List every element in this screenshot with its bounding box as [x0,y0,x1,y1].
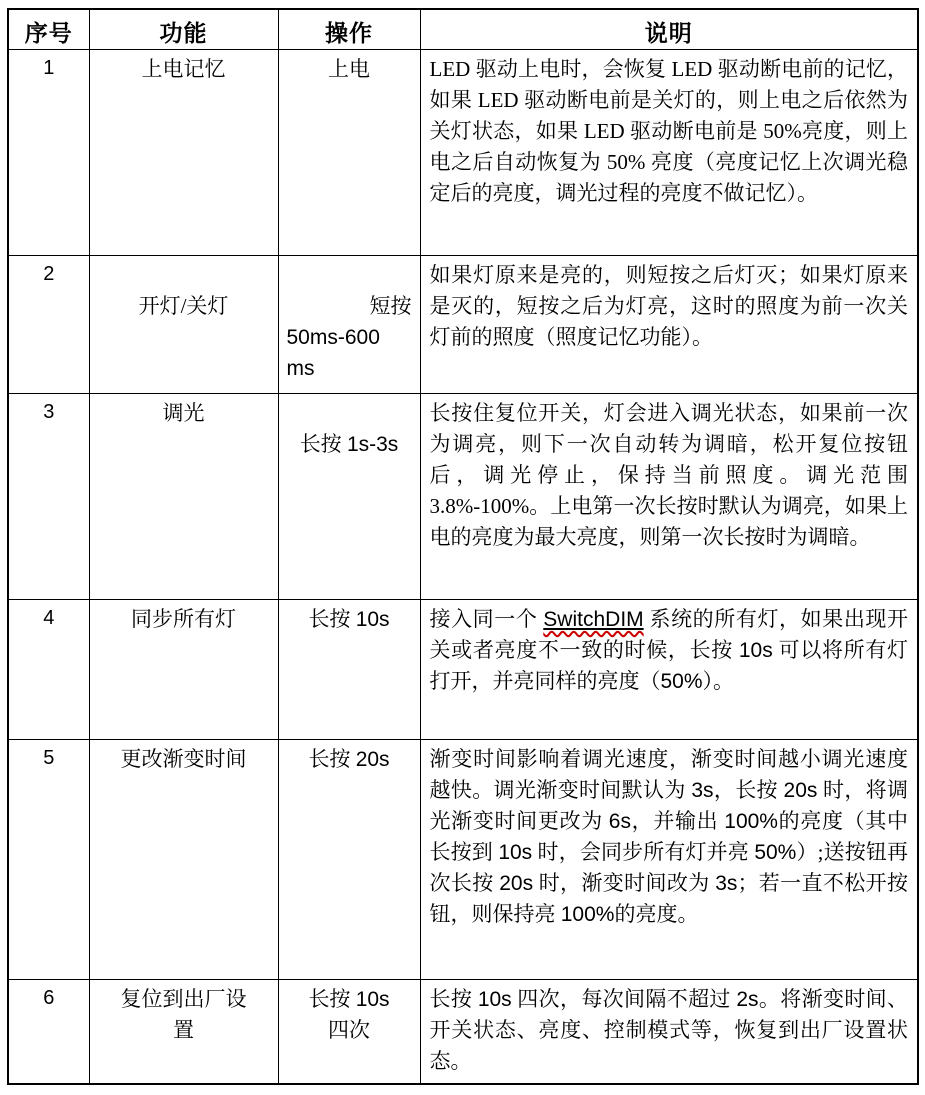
function-label: 调光 [162,400,205,425]
description-cell [420,979,918,1084]
table-row [8,599,918,739]
function-cell [89,599,278,739]
latin-text: 50% [763,118,802,143]
latin-text: 20s [783,778,818,802]
operation-label: 长按 10s [308,986,390,1011]
row-number: 6 [43,986,55,1009]
operation-label [287,260,412,291]
row-number: 3 [43,400,55,423]
function-cell [89,393,278,599]
function-label [94,260,274,291]
header-description: 说明 [420,9,918,49]
latin-text: 2s [736,987,759,1011]
latin-text: LED [671,56,713,81]
operation-label: 四次 [328,1017,370,1042]
table-row [8,255,918,393]
function-label: 同步所有灯 [131,606,236,631]
latin-text: LED [477,87,519,112]
description-cell [420,255,918,393]
header-number: 序号 [8,9,89,49]
function-label: 置 [173,1017,194,1042]
row-description: 渐变时间影响着调光速度，渐变时间越小调光速度越快。调光渐变时间默认为 3s，长按 20s 时，将调光渐变时间更改为 6s，并输出 100%的亮度（其中长按到 10s 时，会同步所有灯并亮 50%）;送按钮再次长按 20s 时，渐变时间改为 3s；若一直不松开按钮，则保持亮 100%的亮度。 [429,746,909,926]
operation-cell [278,739,420,979]
latin-text: 10s [477,987,512,1011]
function-label: 更改渐变时间 [120,746,247,771]
row-description: 接入同一个 SwitchDIM 系统的所有灯，如果出现开关或者亮度不一致的时候，长按 10s 可以将所有灯打开，并亮同样的亮度（50%）。 [429,606,909,693]
function-label: 上电记忆 [141,56,226,81]
row-number-cell [8,255,89,393]
latin-text: 1s-3s [346,432,399,456]
operation-label: 长按 20s [308,746,390,771]
operation-label [287,353,412,384]
description-cell [420,739,918,979]
latin-text: 6s [608,809,631,833]
table-row [8,979,918,1084]
latin-text: LED [583,118,625,143]
latin-text: 3.8%-100% [429,493,530,518]
row-number: 5 [43,746,55,769]
function-label: 开灯/关灯 [138,293,229,318]
latin-text: 10s [498,840,533,864]
latin-text: LED [429,56,471,81]
function-cell [89,979,278,1084]
operation-cell [278,255,420,393]
header-operation: 操作 [278,9,420,49]
row-number-cell [8,49,89,255]
description-cell [420,393,918,599]
latin-text: 10s [355,607,390,631]
latin-text: SwitchDIM [543,607,644,631]
operation-label: 上电 [328,56,370,81]
latin-text: 10s [738,638,773,662]
table-row [8,49,918,255]
row-number: 4 [43,606,55,629]
table-row [8,393,918,599]
description-cell [420,599,918,739]
operation-label: 长按 1s-3s [299,431,399,456]
header-function: 功能 [89,9,278,49]
operation-cell [278,979,420,1084]
latin-text: 50% [754,840,797,864]
operation-label: 短按 [369,293,412,318]
function-cell [89,255,278,393]
header-row [8,9,918,49]
latin-text: 20s [499,871,534,895]
function-cell [89,739,278,979]
row-number-cell [8,393,89,599]
operation-label [287,322,412,353]
function-spec-table [7,8,919,1085]
latin-text: 20s [355,747,390,771]
latin-text: 100% [560,902,615,926]
latin-text: 100% [724,809,778,833]
row-description: 长按住复位开关，灯会进入调光状态，如果前一次为调亮，则下一次自动转为调暗，松开复位按钮后，调光停止，保持当前照度。调光范围 3.8%-100%。上电第一次长按时默认为调亮，如果上电的亮度为最大亮度，则第一次长按时为调暗。 [429,400,908,549]
row-number: 2 [43,262,55,285]
latin-text: 3s [715,871,738,895]
operation-label: 长按 10s [308,606,390,631]
latin-text: 50ms-600 [286,325,380,349]
row-description: 长按 10s 四次，每次间隔不超过 2s。将渐变时间、开关状态、亮度、控制模式等，恢复到出厂设置状态。 [429,986,909,1073]
row-description: LED 驱动上电时，会恢复 LED 驱动断电前的记忆，如果 LED 驱动断电前是关灯的，则上电之后依然为关灯状态，如果 LED 驱动断电前是 50%亮度，则上电之后自动恢复为 50% 亮度（亮度记忆上次调光稳定后的亮度，调光过程的亮度不做记忆）。 [429,56,909,205]
operation-label [287,398,412,429]
table-row [8,739,918,979]
latin-text: 3s [691,778,714,802]
latin-text: 10s [355,987,390,1011]
row-number-cell [8,599,89,739]
operation-cell [278,393,420,599]
latin-text: 50% [606,149,646,174]
latin-text: ms [286,356,315,380]
operation-cell [278,599,420,739]
row-description: 如果灯原来是亮的，则短按之后灯灭；如果灯原来是灭的，短按之后为灯亮，这时的照度为前一次关灯前的照度（照度记忆功能）。 [429,262,908,349]
operation-cell [278,49,420,255]
row-number: 1 [43,56,55,79]
underlined-term [543,607,643,631]
function-cell [89,49,278,255]
function-label: 复位到出厂设 [120,986,247,1011]
row-number-cell [8,979,89,1084]
row-number-cell [8,739,89,979]
latin-text: 50% [660,669,703,693]
description-cell [420,49,918,255]
